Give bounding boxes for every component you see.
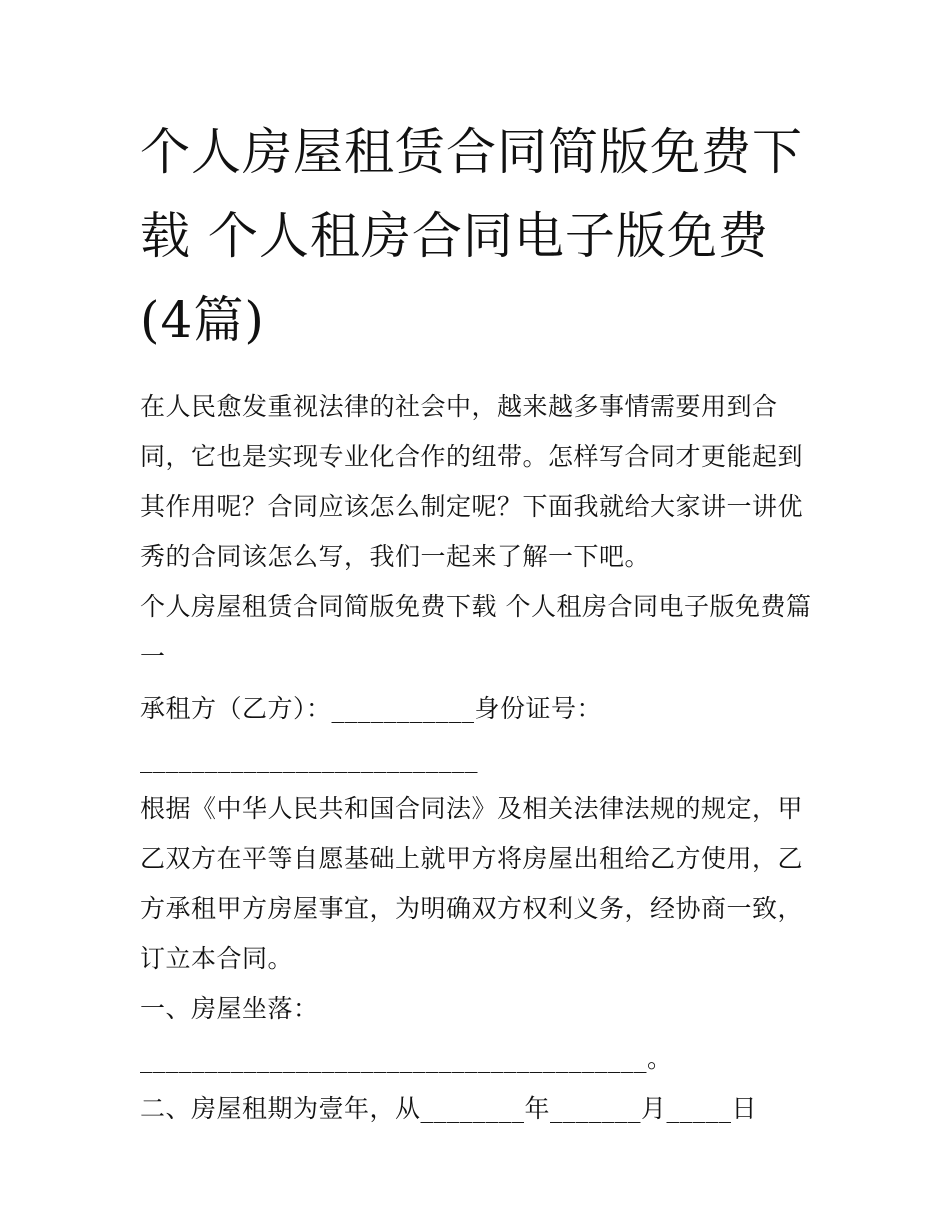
tenant-line: 承租方（乙方）：___________身份证号： xyxy=(140,694,603,723)
basis-paragraph: 根据《中华人民共和国合同法》及相关法律法规的规定，甲乙双方在平等自愿基础上就甲方将房屋出租给乙方使用，乙方承租甲方房屋事宜，为明确双方权利义务，经协商一致，订立本合同。 xyxy=(140,794,804,973)
document-page xyxy=(140,110,820,1134)
document-title: 个人房屋租赁合同简版免费下载 个人租房合同电子版免费(4篇) xyxy=(140,123,803,349)
clause-term: 二、房屋租期为壹年，从________年_______月_____日 xyxy=(140,1094,758,1123)
section-heading: 个人房屋租赁合同简版免费下载 个人租房合同电子版免费篇一 xyxy=(140,592,812,671)
clause-location-blank: _______________________________________。 xyxy=(140,1044,673,1073)
clause-location: 一、房屋坐落： xyxy=(140,994,319,1023)
tenant-id-blank: __________________________ xyxy=(140,744,478,773)
intro-paragraph: 在人民愈发重视法律的社会中，越来越多事情需要用到合同，它也是实现专业化合作的纽带。怎样写合同才更能起到其作用呢？合同应该怎么制定呢？下面我就给大家讲一讲优秀的合同该怎么写，我们一起来了解一下吧。 xyxy=(140,392,804,571)
